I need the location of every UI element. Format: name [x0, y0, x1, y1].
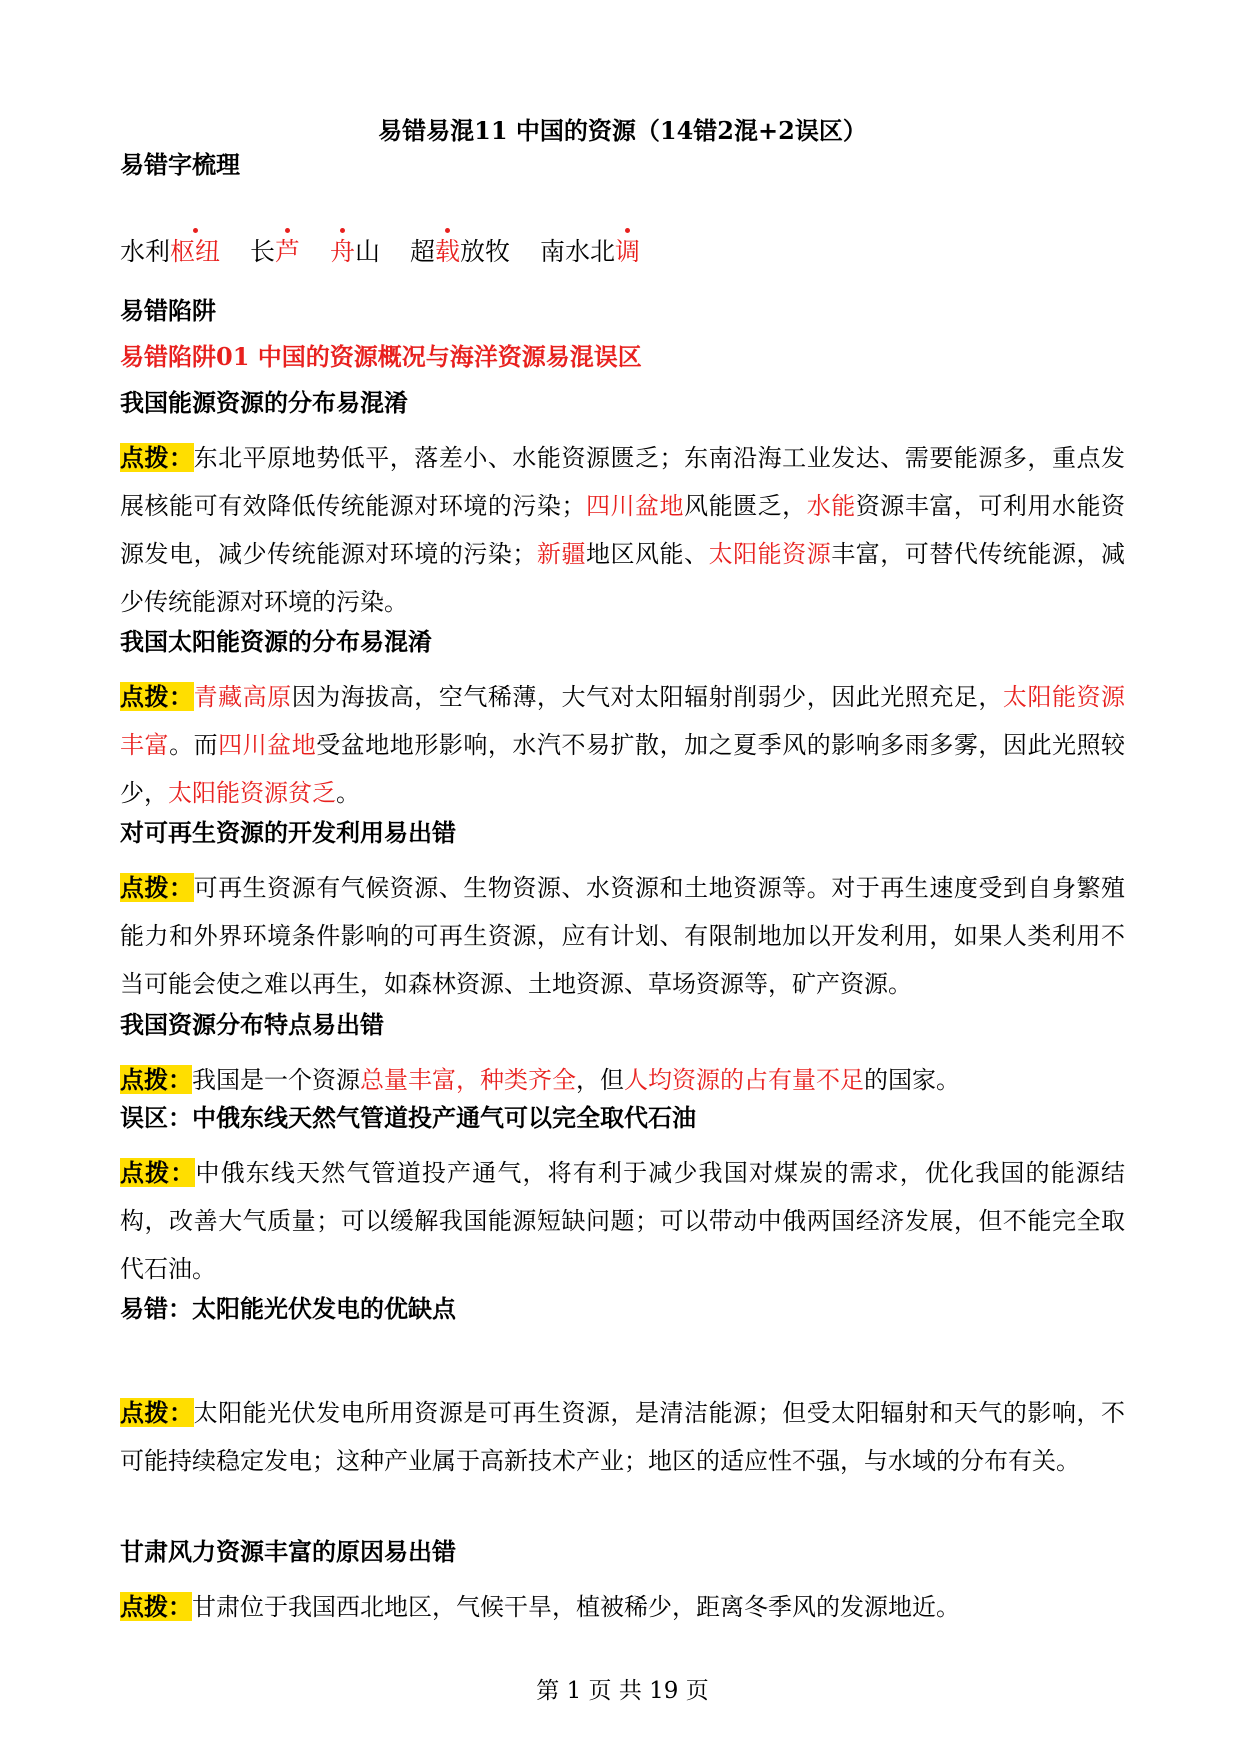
- tip-label: 点拨：: [120, 873, 194, 902]
- char-word-4: 南水北调: [539, 237, 640, 266]
- item-paragraph: [120, 1389, 1125, 1485]
- trap-title: 易错陷阱01 中国的资源概况与海洋资源易混误区: [120, 342, 642, 371]
- body-text: 太阳能光伏发电所用资源是可再生资源，是清洁能源；但受太阳辐射和天气的影响，不可能持续稳定发电；这种产业属于高新技术产业；地区的适应性不强，与水域的分布有关。: [120, 1399, 1126, 1475]
- page-title: 易错易混11 中国的资源（14错2混+2误区）: [378, 116, 867, 145]
- item-paragraph: [120, 434, 1125, 626]
- body-text: 风能匮乏，: [684, 492, 807, 520]
- item-heading: 对可再生资源的开发利用易出错: [120, 818, 456, 847]
- item-paragraph: [120, 1149, 1125, 1293]
- body-text: 。而: [169, 731, 219, 759]
- body-text: 我国是一个资源: [192, 1066, 360, 1094]
- char-word-3: 超载放牧: [409, 237, 510, 266]
- item-heading: 我国资源分布特点易出错: [120, 1010, 384, 1039]
- highlight-text: 青藏高原: [193, 683, 292, 711]
- highlight-text: 总量丰富，种类齐全: [360, 1066, 576, 1094]
- item-heading: 甘肃风力资源丰富的原因易出错: [120, 1537, 456, 1566]
- char-word-0: 水利枢纽: [120, 237, 221, 266]
- body-text: 受盆地地形影响，水汽不易扩散，加之夏季风的影响多雨多雾，因此光照较少，: [120, 731, 1126, 807]
- char-word-1: 长芦: [249, 237, 301, 266]
- highlight-text: 太阳能资源贫乏: [168, 779, 336, 807]
- item-paragraph: [120, 673, 1125, 817]
- body-text: 可再生资源有气候资源、生物资源、水资源和土地资源等。对于再生速度受到自身繁殖能力和外界环境条件影响的可再生资源，应有计划、有限制地加以开发利用，如果人类利用不当可能会使之难以再生，如森林资源、土地资源、草场资源等，矿产资源。: [120, 874, 1126, 998]
- document-page: [120, 0, 1125, 1754]
- char-word-2: 舟山: [329, 237, 380, 266]
- body-text: 丰富，可替代传统能源，减少传统能源对环境的污染。: [120, 540, 1126, 616]
- item-heading: 误区：中俄东线天然气管道投产通气可以完全取代石油: [120, 1103, 696, 1132]
- section-heading-traps: 易错陷阱: [120, 296, 216, 325]
- body-text: 。: [336, 779, 360, 807]
- body-text: 东北平原地势低平，落差小、水能资源匮乏；东南沿海工业发达、需要能源多，重点发展核能可有效降低传统能源对环境的污染；: [120, 444, 1126, 520]
- body-text: ，但: [576, 1066, 624, 1094]
- item-paragraph: [120, 1056, 1125, 1104]
- tip-label: 点拨：: [120, 443, 194, 472]
- tip-label: 点拨：: [120, 1398, 194, 1427]
- highlight-text: 新疆: [536, 540, 586, 568]
- highlight-text: 人均资源的占有量不足: [624, 1066, 864, 1094]
- section-heading-chars: 易错字梳理: [120, 150, 240, 179]
- body-text: 的国家。: [864, 1066, 960, 1094]
- item-heading: 易错：太阳能光伏发电的优缺点: [120, 1294, 456, 1323]
- item-paragraph: [120, 864, 1125, 1008]
- tip-label: 点拨：: [120, 1065, 192, 1094]
- highlight-text: 太阳能资源: [708, 540, 832, 568]
- tip-label: 点拨：: [120, 1158, 196, 1187]
- page-footer: 第 1 页 共 19 页: [536, 1678, 709, 1704]
- body-text: 中俄东线天然气管道投产通气，将有利于减少我国对煤炭的需求，优化我国的能源结构，改善大气质量；可以缓解我国能源短缺问题；可以带动中俄两国经济发展，但不能完全取代石油。: [120, 1159, 1126, 1283]
- item-paragraph: [120, 1583, 1125, 1631]
- body-text: 甘肃位于我国西北地区，气候干旱，植被稀少，距离冬季风的发源地近。: [192, 1593, 960, 1621]
- item-heading: 我国太阳能资源的分布易混淆: [120, 627, 432, 656]
- highlight-text: 水能: [806, 492, 856, 520]
- body-text: 地区风能、: [585, 540, 709, 568]
- body-text: 因为海拔高，空气稀薄，大气对太阳辐射削弱少，因此光照充足，: [291, 683, 1003, 711]
- highlight-text: 太阳能资源丰富: [120, 683, 1126, 759]
- item-heading: 我国能源资源的分布易混淆: [120, 388, 408, 417]
- body-text: 资源丰富，可利用水能资源发电，减少传统能源对环境的污染；: [120, 492, 1126, 568]
- tip-label: 点拨：: [120, 682, 194, 711]
- highlight-text: 四川盆地: [218, 731, 317, 759]
- highlight-text: 四川盆地: [585, 492, 685, 520]
- error-prone-characters: [120, 236, 662, 268]
- tip-label: 点拨：: [120, 1592, 192, 1621]
